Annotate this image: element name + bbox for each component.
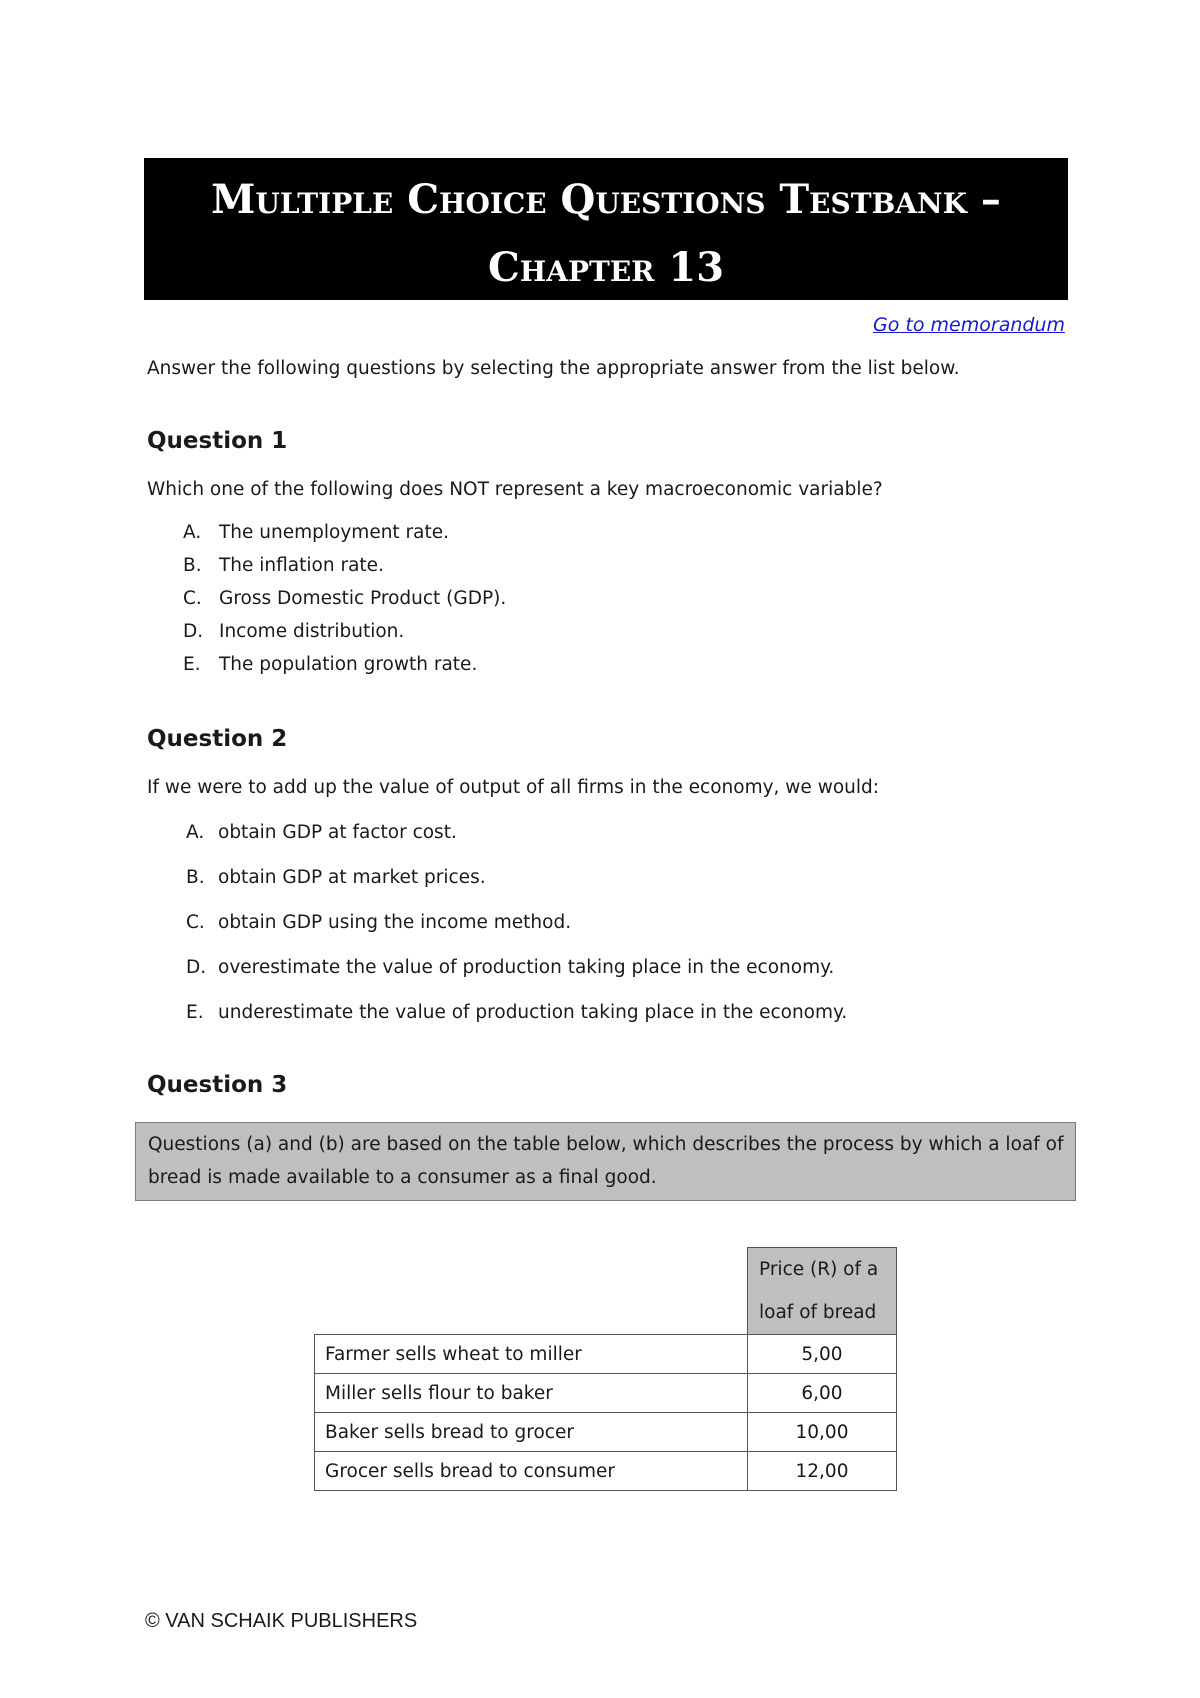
option-b[interactable]: B. The inflation rate. xyxy=(183,555,384,576)
question-2-heading: Question 2 xyxy=(147,726,288,752)
price-cell: 10,00 xyxy=(748,1413,897,1452)
question-1-heading: Question 1 xyxy=(147,428,288,454)
question-2-options xyxy=(186,822,847,1047)
option-e[interactable]: E. underestimate the value of production taking place in the economy. xyxy=(186,1002,848,1023)
table-header-price: Price (R) of a loaf of bread xyxy=(748,1248,897,1335)
question-3-heading: Question 3 xyxy=(147,1072,288,1098)
table-row xyxy=(315,1413,897,1452)
option-c[interactable]: C. obtain GDP using the income method. xyxy=(186,912,572,933)
table-row xyxy=(315,1374,897,1413)
question-2-text: If we were to add up the value of output of all firms in the economy, we would: xyxy=(147,777,879,798)
option-c[interactable]: C. Gross Domestic Product (GDP). xyxy=(183,588,507,609)
price-cell: 6,00 xyxy=(748,1374,897,1413)
memorandum-link[interactable]: Go to memorandum xyxy=(873,314,1065,336)
table-row xyxy=(315,1335,897,1374)
table-header-blank xyxy=(315,1248,748,1335)
option-d[interactable]: D. overestimate the value of production taking place in the economy. xyxy=(186,957,835,978)
price-cell: 5,00 xyxy=(748,1335,897,1374)
publisher-footer: © VAN SCHAIK PUBLISHERS xyxy=(145,1610,418,1632)
bread-price-table xyxy=(314,1247,897,1491)
option-e[interactable]: E. The population growth rate. xyxy=(183,654,478,675)
stage-cell: Farmer sells wheat to miller xyxy=(315,1335,748,1374)
price-cell: 12,00 xyxy=(748,1452,897,1491)
page-title xyxy=(144,158,1068,300)
stage-cell: Baker sells bread to grocer xyxy=(315,1413,748,1452)
stage-cell: Grocer sells bread to consumer xyxy=(315,1452,748,1491)
option-a[interactable]: A. obtain GDP at factor cost. xyxy=(186,822,457,843)
title-line-1: Multiple Choice Questions Testbank – xyxy=(211,176,1001,223)
table-row xyxy=(315,1452,897,1491)
option-d[interactable]: D. Income distribution. xyxy=(183,621,405,642)
question-1-options xyxy=(183,522,506,687)
question-3-info-box: Questions (a) and (b) are based on the table below, which describes the process by which a loaf of bread is made available to a consumer as a final good. xyxy=(135,1122,1076,1201)
title-line-2: Chapter 13 xyxy=(487,244,725,291)
option-a[interactable]: A. The unemployment rate. xyxy=(183,522,450,543)
option-b[interactable]: B. obtain GDP at market prices. xyxy=(186,867,486,888)
stage-cell: Miller sells flour to baker xyxy=(315,1374,748,1413)
instructions: Answer the following questions by selecting the appropriate answer from the list below. xyxy=(147,358,960,379)
table-header-row xyxy=(315,1248,897,1335)
question-1-text: Which one of the following does NOT represent a key macroeconomic variable? xyxy=(147,479,883,500)
